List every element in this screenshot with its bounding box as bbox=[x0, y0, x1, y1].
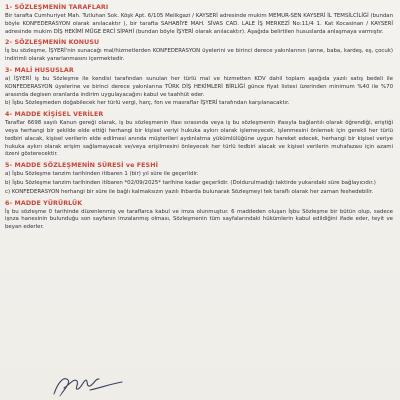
section-effect bbox=[5, 200, 393, 232]
section-heading: 1- SÖZLEŞMENİN TARAFLARI bbox=[5, 4, 109, 11]
section-heading: 2- SÖZLEŞMENİN KONUSU bbox=[5, 39, 100, 47]
section-personal-data bbox=[5, 111, 393, 159]
section-paragraph: b) İşbu Sözleşmeden doğabilecek her türlü vergi, harç, fon ve masraflar İŞYERİ tarafından karşılanacaktır. bbox=[5, 100, 290, 107]
section-heading: 6- MADDE YÜRÜRLÜK bbox=[5, 199, 83, 207]
section-paragraph: b) İşbu Sözleşme tanzim tarihinden itibaren *02/09/2025* tarihine kadar geçerlidir. (Doldurulmadığı taktirde yukarıdaki süre bağlayıcıdır.) bbox=[5, 179, 376, 186]
section-heading: 5- MADDE SÖZLEŞMENİN SÜRESİ ve FESHİ bbox=[5, 162, 159, 170]
section-subject bbox=[5, 39, 393, 64]
section-parties bbox=[5, 4, 393, 36]
section-paragraph: İş bu sözleşme 0 tarihinde düzenlenmiş ve taraflarca kabul ve imza olunmuştur. 6 maddeden oluşan İşbu Sözleşme bir bütün olup, sadece işnza hanesinin bulunduğu son sayfanın imzalanmış olması, Sözleşmenin tüm sayfalarındaki hükümlerin kabul edildiğini ifade eder, teyit ve beyan ederler. bbox=[5, 208, 393, 231]
section-paragraph: a) İŞYERİ iş bu Sözleşme ile kendisi tarafından sunulan her türlü mal ve hizmetten KDV dahil toplam aşağıda yazılı satış bedeli ile KONFEDERASYON üyelerine ve birinci derece yakınlarına TÜRK DİŞ HEKİMLERİ BİRLİĞİ günce fiyat listesi üzerinden minimum %40 ile %70 arasında degisen oranlarda indirim uygulayacağını kabul ve taahhüt eder. bbox=[5, 75, 393, 98]
section-financial bbox=[5, 67, 393, 108]
section-paragraph: a) İşbu Sözleşme tanzim tarihinden itibaren 1 (bir) yıl süre ile geçerlidir. bbox=[5, 171, 199, 178]
section-paragraph: Bir tarafta Cumhuriyet Mah. Tutluhan Sok. Köşk Apt. 6/105 Melikgazi / KAYSERİ adresinde mukim MEMUR-SEN KAYSERİ İL TEMSİLCİLİĞİ (bundan böyle KONFEDERASYON olarak anılacaktır ), bir tarafta SAHABİYE MAH. SİVAS CAD. LALE İŞ MERKEZİ No:11/4 1. Kat Kocasinan / KAYSERİ adresinde mukim DİŞ HEKİMİ MÜGE ERCİ SİPAHİ (bundan böyle İŞYERİ olarak anılacaktır). Aşağıda belirtilen hususlarda anlaşmaya varmıştır. bbox=[5, 13, 393, 35]
section-paragraph: c) KONFEDERASYON herhangi bir süre ile bağlı kalmaksızın yazılı ihbarda bulunarak Sözleşmeyi tek taraflı olarak her zaman feshedebilir. bbox=[5, 188, 374, 195]
section-paragraph: Taraflar 6698 sayılı Kanun gereği olarak, iş bu sözleşmenin ifası sırasında veya iş bu sözleşmenin ifasıyla bağlantılı olarak öğrendiği, eriştiği veya herhangi bir şekilde elde ettiği herhangi bir kişisel veriyi hukuka aykırı olarak işlemeyecek, işlenmesini önlemek için gerekli her türlü tedbiri alacak, kişisel verilerin elde edilmesi anında müşterileri aydınlatma yükümlülüğüne uygun hareket edecek, herhangi bir kişisel veriye hukuka aykırı olarak erişim sağlamayacak ve/veya erişilmesini önleyecek her türlü tedbiri alacak ve kişisel verilerin muhafazası için azami özeni gösterecektir. bbox=[5, 120, 393, 158]
section-heading: 4- MADDE KİŞİSEL VERİLER bbox=[5, 111, 104, 119]
section-paragraph: İş bu sözleşme, İŞYERİ'nin sunacağı mal/hizmetlerden KONFEDERASYON üyelerini ve birinci derece yakınlarının (anne, baba, kardeş, eş, çocuk) indirimli olarak yararlanmasını içermektedir. bbox=[5, 48, 393, 63]
page-bottom-fade bbox=[0, 392, 400, 400]
section-heading: 3- MALİ HUSUSLAR bbox=[5, 66, 74, 74]
section-duration bbox=[5, 162, 393, 196]
